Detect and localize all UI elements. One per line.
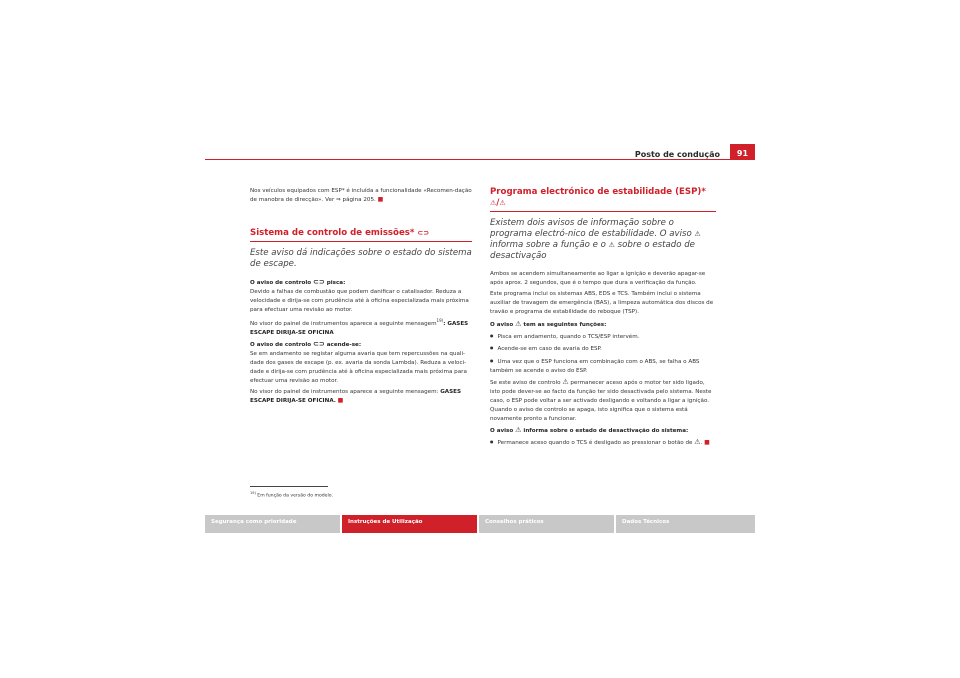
section-title-esp: Programa electrónico de estabilidade (ESP)* ⚠/⚠ — [490, 187, 706, 208]
list-item-end: . — [700, 440, 703, 447]
paragraph-part-a: Se este aviso de controlo — [490, 379, 561, 386]
section-title-text: Sistema de controlo de emissões* — [250, 228, 415, 238]
label-text: O aviso — [490, 427, 514, 434]
engine-warning-icon: ⊂⊃ — [313, 340, 325, 349]
display-message: : GASES ESCAPE DIRIJA-SE OFICINA — [250, 320, 469, 336]
esp-car-skid-icon: ⚠ — [490, 199, 497, 207]
esp-off-icon: ⚠ — [515, 425, 522, 434]
label-text: O aviso de controlo — [250, 342, 312, 349]
paragraph-message-1 — [250, 317, 472, 338]
paragraph-esp-on — [490, 378, 716, 424]
label-lights-up — [250, 342, 361, 348]
paragraph-part-b: permanecer aceso após o motor ter sido ligado, isto pode dever-se ao facto da função ter sido desactivada pelo sistema. Neste caso, o ESP pode voltar a ser activado desligando e voltando a ligar a ignição. Quando o aviso de controlo se apaga, isto significa que o sistema está novamente pronto a funcionar. — [490, 379, 712, 422]
footnote-number: 19) — [250, 491, 256, 495]
esp-off-icon: ⚠ — [694, 438, 701, 447]
section-title-emissions — [250, 228, 472, 239]
engine-warning-icon: ⊂⊃ — [313, 278, 325, 286]
end-mark-icon: ■ — [377, 195, 384, 203]
section-divider — [490, 211, 716, 212]
end-mark-icon: ■ — [337, 397, 344, 405]
paragraph-blinks: Devido a falhas de combustão que podem danificar o catalisador. Reduza a velocidade e dirija-se com prudência até à oficina especializada mais próxima para efectuar uma revisão ao motor. — [250, 288, 469, 313]
list-item: ● Pisca em andamento, quando o TCS/ESP intervém. — [490, 332, 716, 342]
tab-safety[interactable]: Segurança como prioridade — [205, 515, 340, 533]
label-text: O aviso — [490, 321, 514, 328]
section-subtitle: Este aviso dá indicações sobre o estado do sistema de escape. — [250, 248, 472, 269]
header-divider — [205, 159, 755, 160]
label-text-end: informa sobre o estado de desactivação do sistema: — [523, 427, 689, 434]
tab-instructions[interactable]: Instruções de Utilização — [342, 515, 477, 533]
paragraph-message-2 — [250, 388, 472, 406]
label-esp-off — [490, 425, 689, 434]
tab-practical-tips[interactable]: Conselhos práticos — [479, 515, 614, 533]
paragraph-systems: Este programa inclui os sistemas ABS, EDS e TCS. Também inclui o sistema auxiliar de travagem de emergência (BAS), a limpeza automática dos discos de travão e programa de estabilidade do reboque (TSP). — [490, 291, 714, 316]
label-text-end: pisca: — [326, 280, 346, 286]
list-item-text: Permanece aceso quando o TCS é desligado ao pressionar o botão de — [497, 440, 693, 447]
page-number: 91 — [730, 144, 755, 160]
list-item: ● Acende-se em caso de avaria do ESP. — [490, 344, 716, 354]
message-intro: No visor do painel de instrumentos aparece a seguinte mensagem — [250, 320, 437, 327]
engine-warning-icon: ⊂⊃ — [417, 229, 430, 237]
subtitle-part-b: informa sobre a função e o — [490, 240, 606, 250]
tab-technical-data[interactable]: Dados Técnicos — [616, 515, 755, 533]
esp-car-skid-icon: ⚠ — [562, 377, 569, 386]
section-emissions — [250, 228, 472, 409]
label-blinks — [250, 280, 345, 286]
esp-car-skid-icon: ⚠ — [694, 230, 701, 238]
section-subtitle — [490, 218, 716, 262]
esp-car-skid-icon: ⚠ — [515, 319, 522, 328]
footnote-ref: 19) — [436, 318, 444, 324]
subtitle-part-a: Existem dois avisos de informação sobre o programa electró-nico de estabilidade. O aviso — [490, 218, 692, 239]
footnote-text: Em função da versão do modelo. — [257, 493, 333, 499]
paragraph-startup: Ambos se acendem simultaneamente ao ligar a ignição e deverão apagar-se após aprox. 2 segundos, que é o tempo que dura a verificação da função. — [490, 271, 706, 286]
display-message: GASES ESCAPE DIRIJA-SE OFICINA. — [250, 389, 462, 405]
intro-text: Nos veículos equipados com ESP* é incluída a funcionalidade «Recomen-dação de manobra de direcção». Ver ⇒ página 205. — [250, 188, 472, 203]
label-esp-functions — [490, 319, 607, 328]
footnote-divider — [250, 486, 328, 487]
footnote — [250, 491, 333, 499]
section-esp — [490, 187, 716, 451]
label-text-end: acende-se: — [326, 342, 362, 349]
esp-off-icon: ⚠ — [499, 199, 506, 207]
subtitle-part-c: sobre o estado de desactivação — [490, 240, 695, 261]
list-item — [490, 438, 716, 448]
section-divider — [250, 241, 472, 242]
intro-paragraph — [250, 187, 472, 205]
paragraph-lights-up: Se em andamento se registar alguma avaria que tem repercussões na quali-dade dos gases de escape (p. ex. avaria da sonda Lambda). Reduza a veloci-dade e dirija-se com prudência até à oficina especializada mais próxima para efectuar uma revisão ao motor. — [250, 351, 467, 384]
esp-off-icon: ⚠ — [608, 241, 615, 249]
end-mark-icon: ■ — [704, 439, 710, 447]
list-item: ● Uma vez que o ESP funciona em combinação com o ABS, se falha o ABS também se acende o aviso do ESP. — [490, 357, 716, 376]
label-text: O aviso de controlo — [250, 280, 312, 286]
message-intro: No visor do painel de instrumentos aparece a seguinte mensagem: — [250, 389, 439, 396]
label-text-end: tem as seguintes funções: — [523, 321, 607, 328]
section-title-text: Programa electrónico de estabilidade (ESP)* — [490, 187, 706, 197]
left-column — [250, 187, 472, 207]
page-header-title: Posto de condução — [634, 150, 720, 159]
